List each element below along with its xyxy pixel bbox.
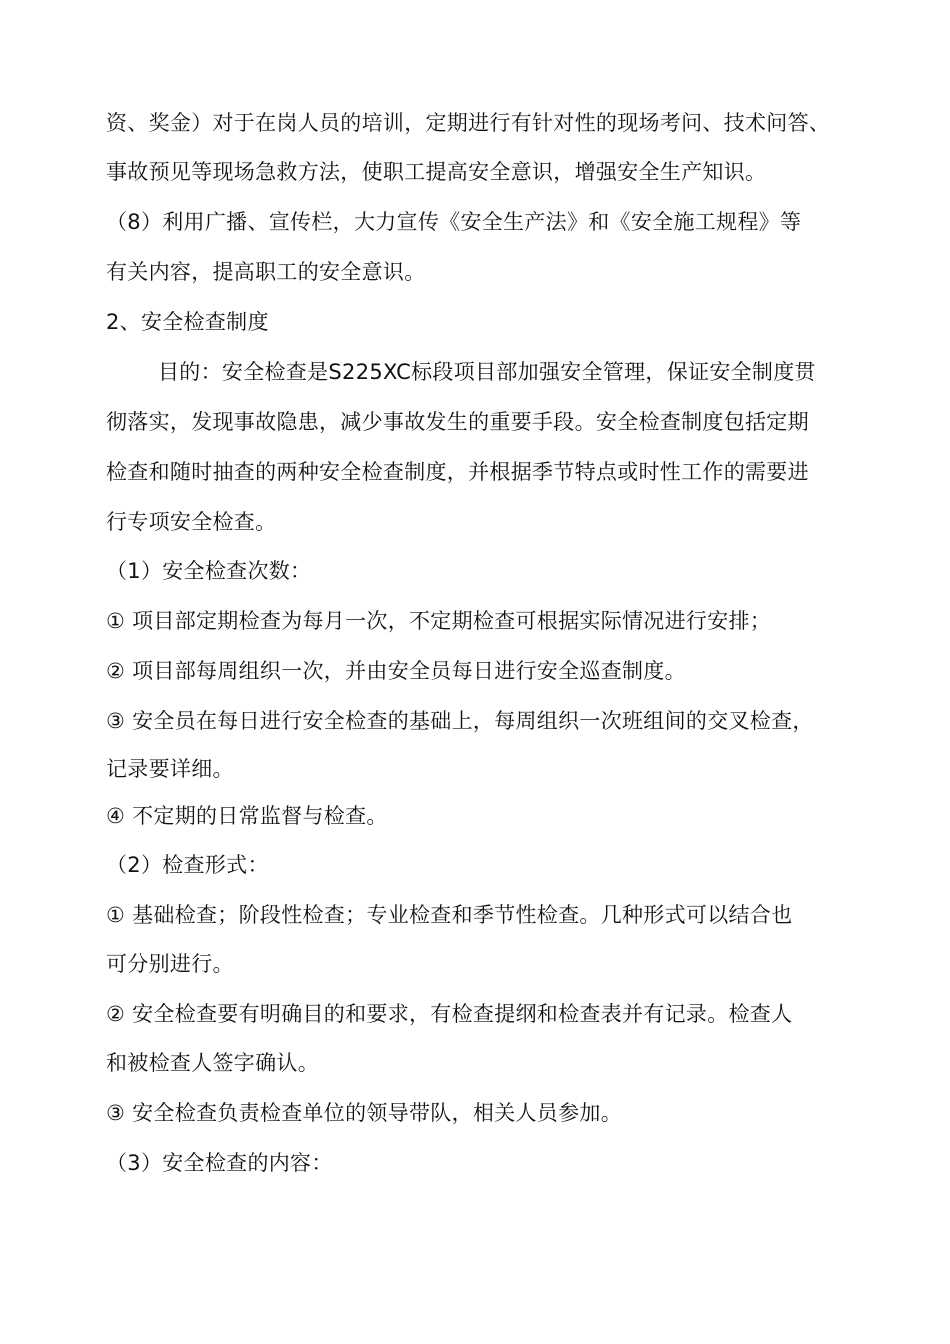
text-line: 检查和随时抽查的两种安全检查制度，并根据季节特点或时性工作的需要进 bbox=[106, 460, 809, 484]
text-line: （8）利用广播、宣传栏，大力宣传《安全生产法》和《安全施工规程》等 bbox=[106, 210, 802, 234]
list-item: ① 项目部定期检查为每月一次，不定期检查可根据实际情况进行安排； bbox=[106, 609, 772, 633]
subsection-heading: （2）检查形式： bbox=[106, 853, 269, 877]
text-line: 记录要详细。 bbox=[106, 757, 234, 781]
text-line: 和被检查人签字确认。 bbox=[106, 1051, 319, 1075]
list-item: ② 安全检查要有明确目的和要求，有检查提纲和检查表并有记录。检查人 bbox=[106, 1002, 793, 1026]
text-line: 资、奖金）对于在岗人员的培训，定期进行有针对性的现场考问、技术问答、 bbox=[106, 111, 831, 135]
text-line: 彻落实，发现事故隐患，减少事故发生的重要手段。安全检查制度包括定期 bbox=[106, 410, 809, 434]
list-item: ③ 安全员在每日进行安全检查的基础上，每周组织一次班组间的交叉检查， bbox=[106, 709, 814, 733]
list-item: ② 项目部每周组织一次，并由安全员每日进行安全巡查制度。 bbox=[106, 659, 686, 683]
subsection-heading: （3）安全检查的内容： bbox=[106, 1151, 333, 1175]
list-item: ③ 安全检查负责检查单位的领导带队，相关人员参加。 bbox=[106, 1101, 622, 1125]
list-item: ④ 不定期的日常监督与检查。 bbox=[106, 804, 388, 828]
text-line: 有关内容，提高职工的安全意识。 bbox=[106, 260, 426, 284]
text-line: 目的：安全检查是S225XC标段项目部加强安全管理，保证安全制度贯 bbox=[158, 360, 816, 384]
text-line: 行专项安全检查。 bbox=[106, 510, 277, 534]
subsection-heading: （1）安全检查次数： bbox=[106, 559, 312, 583]
text-line: 可分别进行。 bbox=[106, 952, 234, 976]
list-item: ① 基础检查；阶段性检查；专业检查和季节性检查。几种形式可以结合也 bbox=[106, 903, 793, 927]
section-heading: 2、安全检查制度 bbox=[106, 310, 269, 334]
text-line: 事故预见等现场急救方法，使职工提高安全意识，增强安全生产知识。 bbox=[106, 160, 767, 184]
